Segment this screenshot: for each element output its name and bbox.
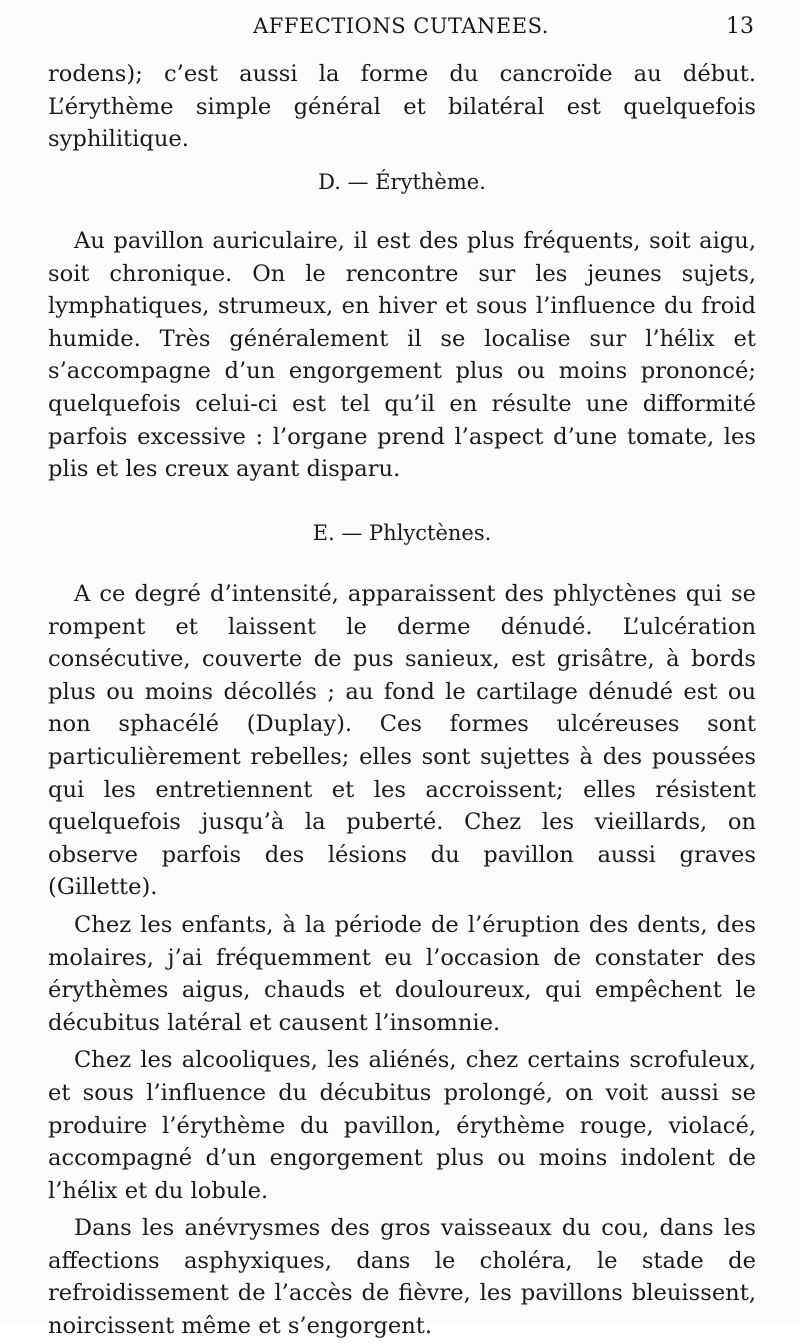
section-heading-phlyctenes: E. — Phlyctènes. bbox=[312, 521, 492, 545]
paragraph: Au pavillon auriculaire, il est des plus fréquents, soit aigu, soit chronique. On le rencontre sur les jeunes sujets, lymphatiques, strumeux, en hiver et sous l’influence du froid humide. Très généralement il se localise sur l’hélix et s’accompagne d’un engorgement plus ou moins prononcé; quelquefois celui-ci est tel qu’il en résulte une difformité parfois excessive : l’organe prend l’aspect d’une tomate, les plis et les creux ayant disparu. bbox=[48, 228, 756, 483]
paragraph: A ce degré d’intensité, apparaissent des phlyctènes qui se rompent et laissent le derme dénudé. L’ulcération consécutive, couverte de pus sanieux, est grisâtre, à bords plus ou moins décollés ; au fond le cartilage dénudé est ou non sphacélé (Duplay). Ces formes ulcéreuses sont particulièrement rebelles; elles sont sujettes à des poussées qui les entretiennent et les accroissent; elles résistent quelquefois jusqu’à la puberté. Chez les vieillards, on observe parfois des lésions du pavillon aussi graves (Gillette). bbox=[48, 581, 756, 901]
intro-paragraph: rodens); c’est aussi la forme du cancroïde au début. L’érythème simple général et bilatéral est quelquefois syphilitique. bbox=[48, 61, 756, 153]
running-head bbox=[48, 14, 754, 46]
paragraph: Dans les anévrysmes des gros vaisseaux du cou, dans les affections asphyxiques, dans le choléra, le stade de refroidissement de l’accès de fièvre, les pavillons bleuissent, noircissent même et s’engorgent. bbox=[48, 1215, 756, 1340]
paragraph: Chez les enfants, à la période de l’éruption des dents, des molaires, j’ai fréquemment eu l’occasion de constater des érythèmes aigus, chauds et douloureux, qui empêchent le décubitus latéral et causent l’insomnie. bbox=[48, 911, 756, 1036]
running-title: AFFECTIONS CUTANEES. bbox=[253, 14, 549, 38]
section-heading-erytheme: D. — Érythème. bbox=[318, 170, 486, 194]
intro-block bbox=[48, 58, 756, 156]
section-phlyctenes-body bbox=[48, 578, 756, 1343]
paragraph: Chez les alcooliques, les aliénés, chez certains scrofuleux, et sous l’influence du décubitus prolongé, on voit aussi se produire l’érythème du pavillon, érythème rouge, violacé, accompagné d’un engorgement plus ou moins indolent de l’hélix et du lobule. bbox=[48, 1047, 756, 1204]
section-erytheme-body bbox=[48, 225, 756, 486]
page-number: 13 bbox=[726, 14, 754, 39]
